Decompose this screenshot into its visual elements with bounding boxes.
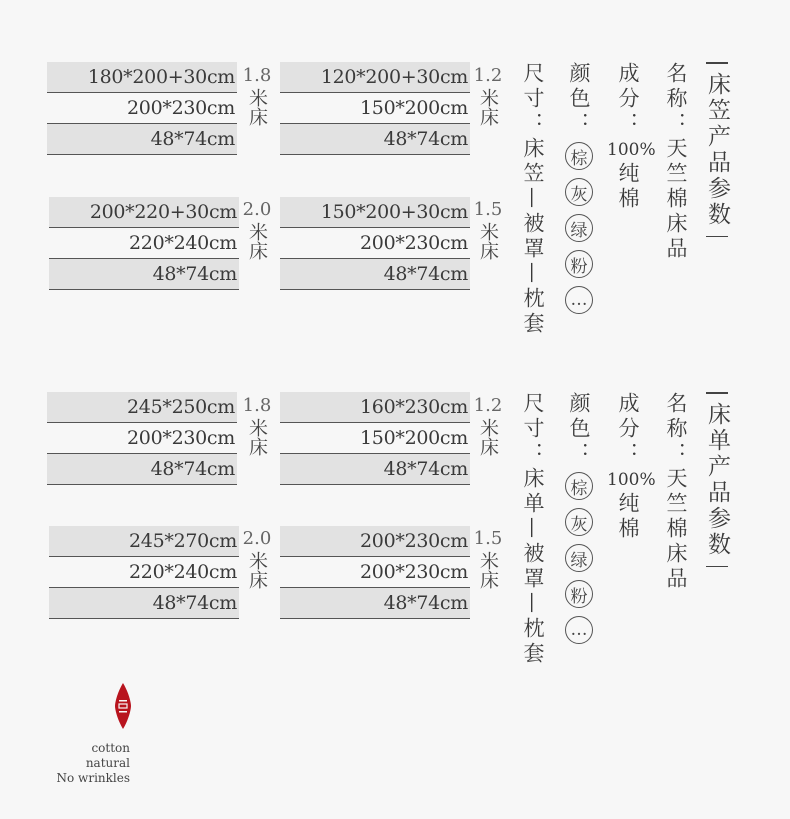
size-label: 尺寸：: [521, 62, 545, 137]
color-gray: 灰: [565, 178, 593, 206]
bed-size-number: 1.2: [473, 65, 503, 86]
bed-unit: 米床: [246, 551, 268, 589]
size-spec: [518, 392, 548, 667]
size-row: 200*230cm: [47, 423, 237, 454]
color-options: [565, 142, 595, 322]
section-title: [702, 62, 732, 237]
name-value: 天竺棉床品: [664, 467, 688, 592]
title-text: 床笠产品参数: [704, 71, 730, 228]
bed-unit: 米床: [477, 551, 499, 589]
name-value: 天竺棉床品: [664, 137, 688, 262]
size-value: 床单—被罩—枕套: [521, 467, 545, 667]
bed-label-1-8: [239, 64, 275, 132]
brand-tagline: [40, 741, 130, 786]
bed-size-number: 2.0: [242, 528, 272, 549]
size-row: 245*270cm: [49, 526, 239, 557]
size-table-1-5: [280, 526, 470, 619]
size-table-2-0: [49, 197, 239, 290]
color-green: 绿: [565, 544, 593, 572]
bed-label-2-0: [239, 198, 275, 266]
color-more: …: [565, 286, 593, 314]
brand-line-wrinkles: No wrinkles: [56, 771, 130, 785]
size-row: 48*74cm: [47, 124, 237, 155]
title-divider: [706, 236, 728, 238]
size-row: 200*230cm: [280, 526, 470, 557]
name-label: 名称：: [664, 62, 688, 137]
color-brown: 棕: [565, 472, 593, 500]
size-row: 200*230cm: [280, 557, 470, 588]
bed-size-number: 1.8: [242, 395, 272, 416]
color-more: …: [565, 616, 593, 644]
title-divider: [706, 62, 728, 64]
size-row: 245*250cm: [47, 392, 237, 423]
material-value: 纯棉: [616, 492, 640, 542]
section-title: [702, 392, 732, 567]
bed-size-number: 2.0: [242, 199, 272, 220]
material-label: 成分：: [616, 392, 640, 467]
size-row: 160*230cm: [280, 392, 470, 423]
color-pink: 粉: [565, 580, 593, 608]
size-spec: [518, 62, 548, 337]
size-row: 120*200+30cm: [280, 62, 470, 93]
size-row: 200*230cm: [47, 93, 237, 124]
size-row: 200*220+30cm: [49, 197, 239, 228]
name-label: 名称：: [664, 392, 688, 467]
bed-unit: 米床: [246, 418, 268, 456]
bed-size-number: 1.5: [473, 199, 503, 220]
size-table-1-2: [280, 62, 470, 155]
size-row: 200*230cm: [280, 228, 470, 259]
bed-size-number: 1.2: [473, 395, 503, 416]
size-label: 尺寸：: [521, 392, 545, 467]
bed-label-1-2: [470, 394, 506, 462]
bed-label-1-2: [470, 64, 506, 132]
bed-unit: 米床: [246, 88, 268, 126]
size-row: 48*74cm: [47, 454, 237, 485]
color-pink: 粉: [565, 250, 593, 278]
size-row: 48*74cm: [49, 259, 239, 290]
color-gray: 灰: [565, 508, 593, 536]
color-brown: 棕: [565, 142, 593, 170]
size-row: 180*200+30cm: [47, 62, 237, 93]
bed-size-number: 1.5: [473, 528, 503, 549]
size-row: 48*74cm: [280, 588, 470, 619]
bed-unit: 米床: [246, 222, 268, 260]
bed-label-1-5: [470, 527, 506, 595]
product-name: [661, 392, 691, 592]
product-name: [661, 62, 691, 262]
bed-unit: 米床: [477, 418, 499, 456]
size-row: 48*74cm: [280, 259, 470, 290]
material-percent: 100%: [607, 470, 656, 490]
size-row: 220*240cm: [49, 228, 239, 259]
color-options: [565, 472, 595, 652]
material-value: 纯棉: [616, 162, 640, 212]
bed-label-1-8: [239, 394, 275, 462]
size-row: 150*200cm: [280, 93, 470, 124]
material-percent: 100%: [607, 140, 656, 160]
color-label: 颜色：: [567, 392, 591, 467]
size-table-1-5: [280, 197, 470, 290]
bed-unit: 米床: [477, 222, 499, 260]
size-row: 48*74cm: [280, 454, 470, 485]
brand-logo-icon: [113, 683, 133, 729]
size-table-1-8: [47, 62, 237, 155]
bed-label-1-5: [470, 198, 506, 266]
size-table-1-8: [47, 392, 237, 485]
brand-line-natural: natural: [85, 756, 130, 770]
size-row: 150*200+30cm: [280, 197, 470, 228]
material-label: 成分：: [616, 62, 640, 137]
bed-size-number: 1.8: [242, 65, 272, 86]
size-value: 床笠—被罩—枕套: [521, 137, 545, 337]
size-row: 220*240cm: [49, 557, 239, 588]
brand-line-cotton: cotton: [91, 741, 130, 755]
size-table-2-0: [49, 526, 239, 619]
size-row: 150*200cm: [280, 423, 470, 454]
size-table-1-2: [280, 392, 470, 485]
color-green: 绿: [565, 214, 593, 242]
title-divider: [706, 392, 728, 394]
title-text: 床单产品参数: [704, 401, 730, 558]
size-row: 48*74cm: [49, 588, 239, 619]
color-label: 颜色：: [567, 62, 591, 137]
bed-label-2-0: [239, 527, 275, 595]
bed-unit: 米床: [477, 88, 499, 126]
title-divider: [706, 566, 728, 568]
size-row: 48*74cm: [280, 124, 470, 155]
